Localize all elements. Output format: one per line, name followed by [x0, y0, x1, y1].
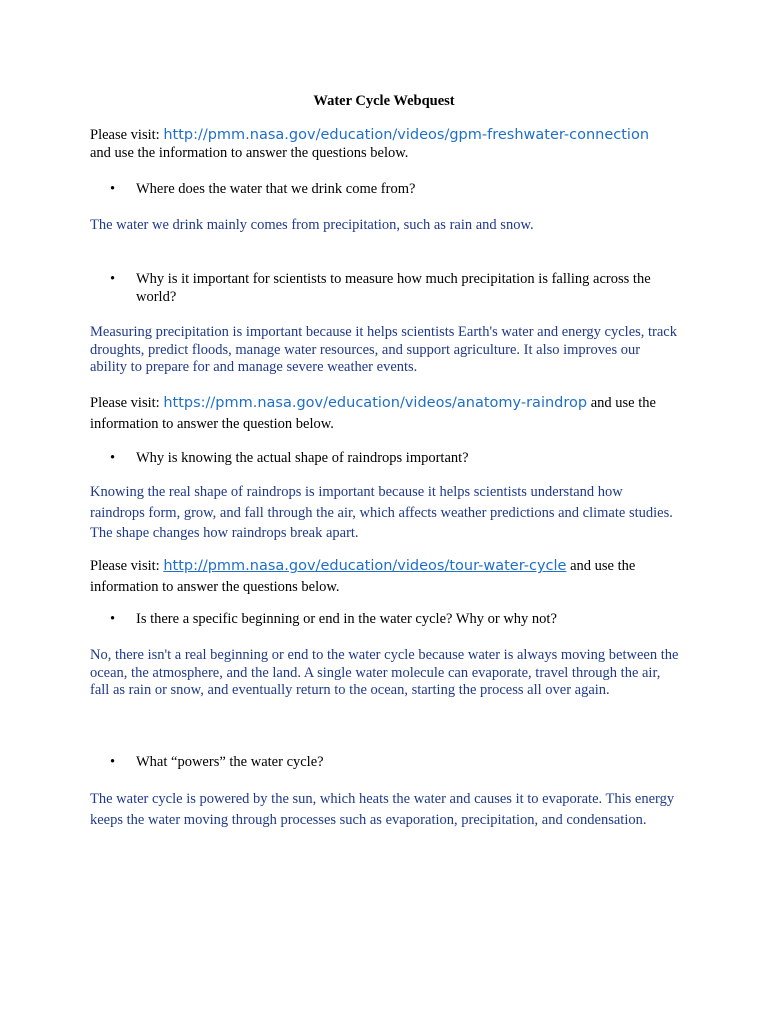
- visit-suffix: and use the information to answer the questions below.: [90, 558, 636, 595]
- answer-text-4: No, there isn't a real beginning or end to the water cycle because water is always moving between the ocean, the atmosphere, and the land. A single water molecule can evaporate, travel through the air, fall as rain or snow, and eventually return to the ocean, starting the process all over again.: [90, 647, 679, 698]
- document-title: Water Cycle Webquest: [313, 93, 455, 109]
- question-text: Where does the water that we drink come from?: [136, 181, 416, 197]
- question-item-5: [110, 754, 680, 772]
- answer-text-2: Measuring precipitation is important because it helps scientists Earth's water and energy cycles, track droughts, predict floods, manage water resources, and support agriculture. It also improves our ability to prepare for and manage severe weather events.: [90, 324, 677, 375]
- visit-instruction-1: [90, 127, 680, 162]
- question-text: What “powers” the water cycle?: [136, 754, 324, 770]
- answer-text-5: The water cycle is powered by the sun, which heats the water and causes it to evaporate. This energy keeps the water moving through processes such as evaporation, precipitation, and condensation.: [90, 791, 675, 828]
- question-item-2: [110, 271, 680, 306]
- question-text: Why is it important for scientists to measure how much precipitation is falling across the world?: [136, 271, 651, 305]
- bullet-icon: •: [110, 450, 116, 466]
- answer-text-1: The water we drink mainly comes from precipitation, such as rain and snow.: [90, 217, 534, 233]
- question-text: Is there a specific beginning or end in the water cycle? Why or why not?: [136, 611, 557, 627]
- visit-instruction-2: [90, 393, 680, 434]
- bullet-icon: •: [110, 271, 116, 287]
- bullet-icon: •: [110, 181, 116, 197]
- link-tour-water-cycle[interactable]: http://pmm.nasa.gov/education/videos/tour-water-cycle: [163, 558, 567, 574]
- visit-suffix: and use the information to answer the question below.: [90, 395, 656, 432]
- link-anatomy-raindrop[interactable]: https://pmm.nasa.gov/education/videos/anatomy-raindrop: [163, 395, 588, 411]
- visit-instruction-3: [90, 556, 680, 597]
- visit-prefix: Please visit:: [90, 395, 160, 411]
- question-item-3: [110, 450, 680, 468]
- visit-prefix: Please visit:: [90, 558, 160, 574]
- visit-suffix: and use the information to answer the questions below.: [90, 144, 409, 161]
- question-item-1: [110, 181, 680, 199]
- bullet-icon: •: [110, 611, 116, 627]
- question-item-4: [110, 611, 680, 629]
- answer-text-3: Knowing the real shape of raindrops is important because it helps scientists understand how raindrops form, grow, and fall through the air, which affects weather predictions and climate studies. The shape changes how raindrops break apart.: [90, 484, 673, 541]
- question-text: Why is knowing the actual shape of raindrops important?: [136, 450, 469, 466]
- link-gpm-freshwater-connection[interactable]: http://pmm.nasa.gov/education/videos/gpm-freshwater-connection: [163, 127, 650, 143]
- visit-prefix: Please visit:: [90, 127, 160, 143]
- bullet-icon: •: [110, 754, 116, 770]
